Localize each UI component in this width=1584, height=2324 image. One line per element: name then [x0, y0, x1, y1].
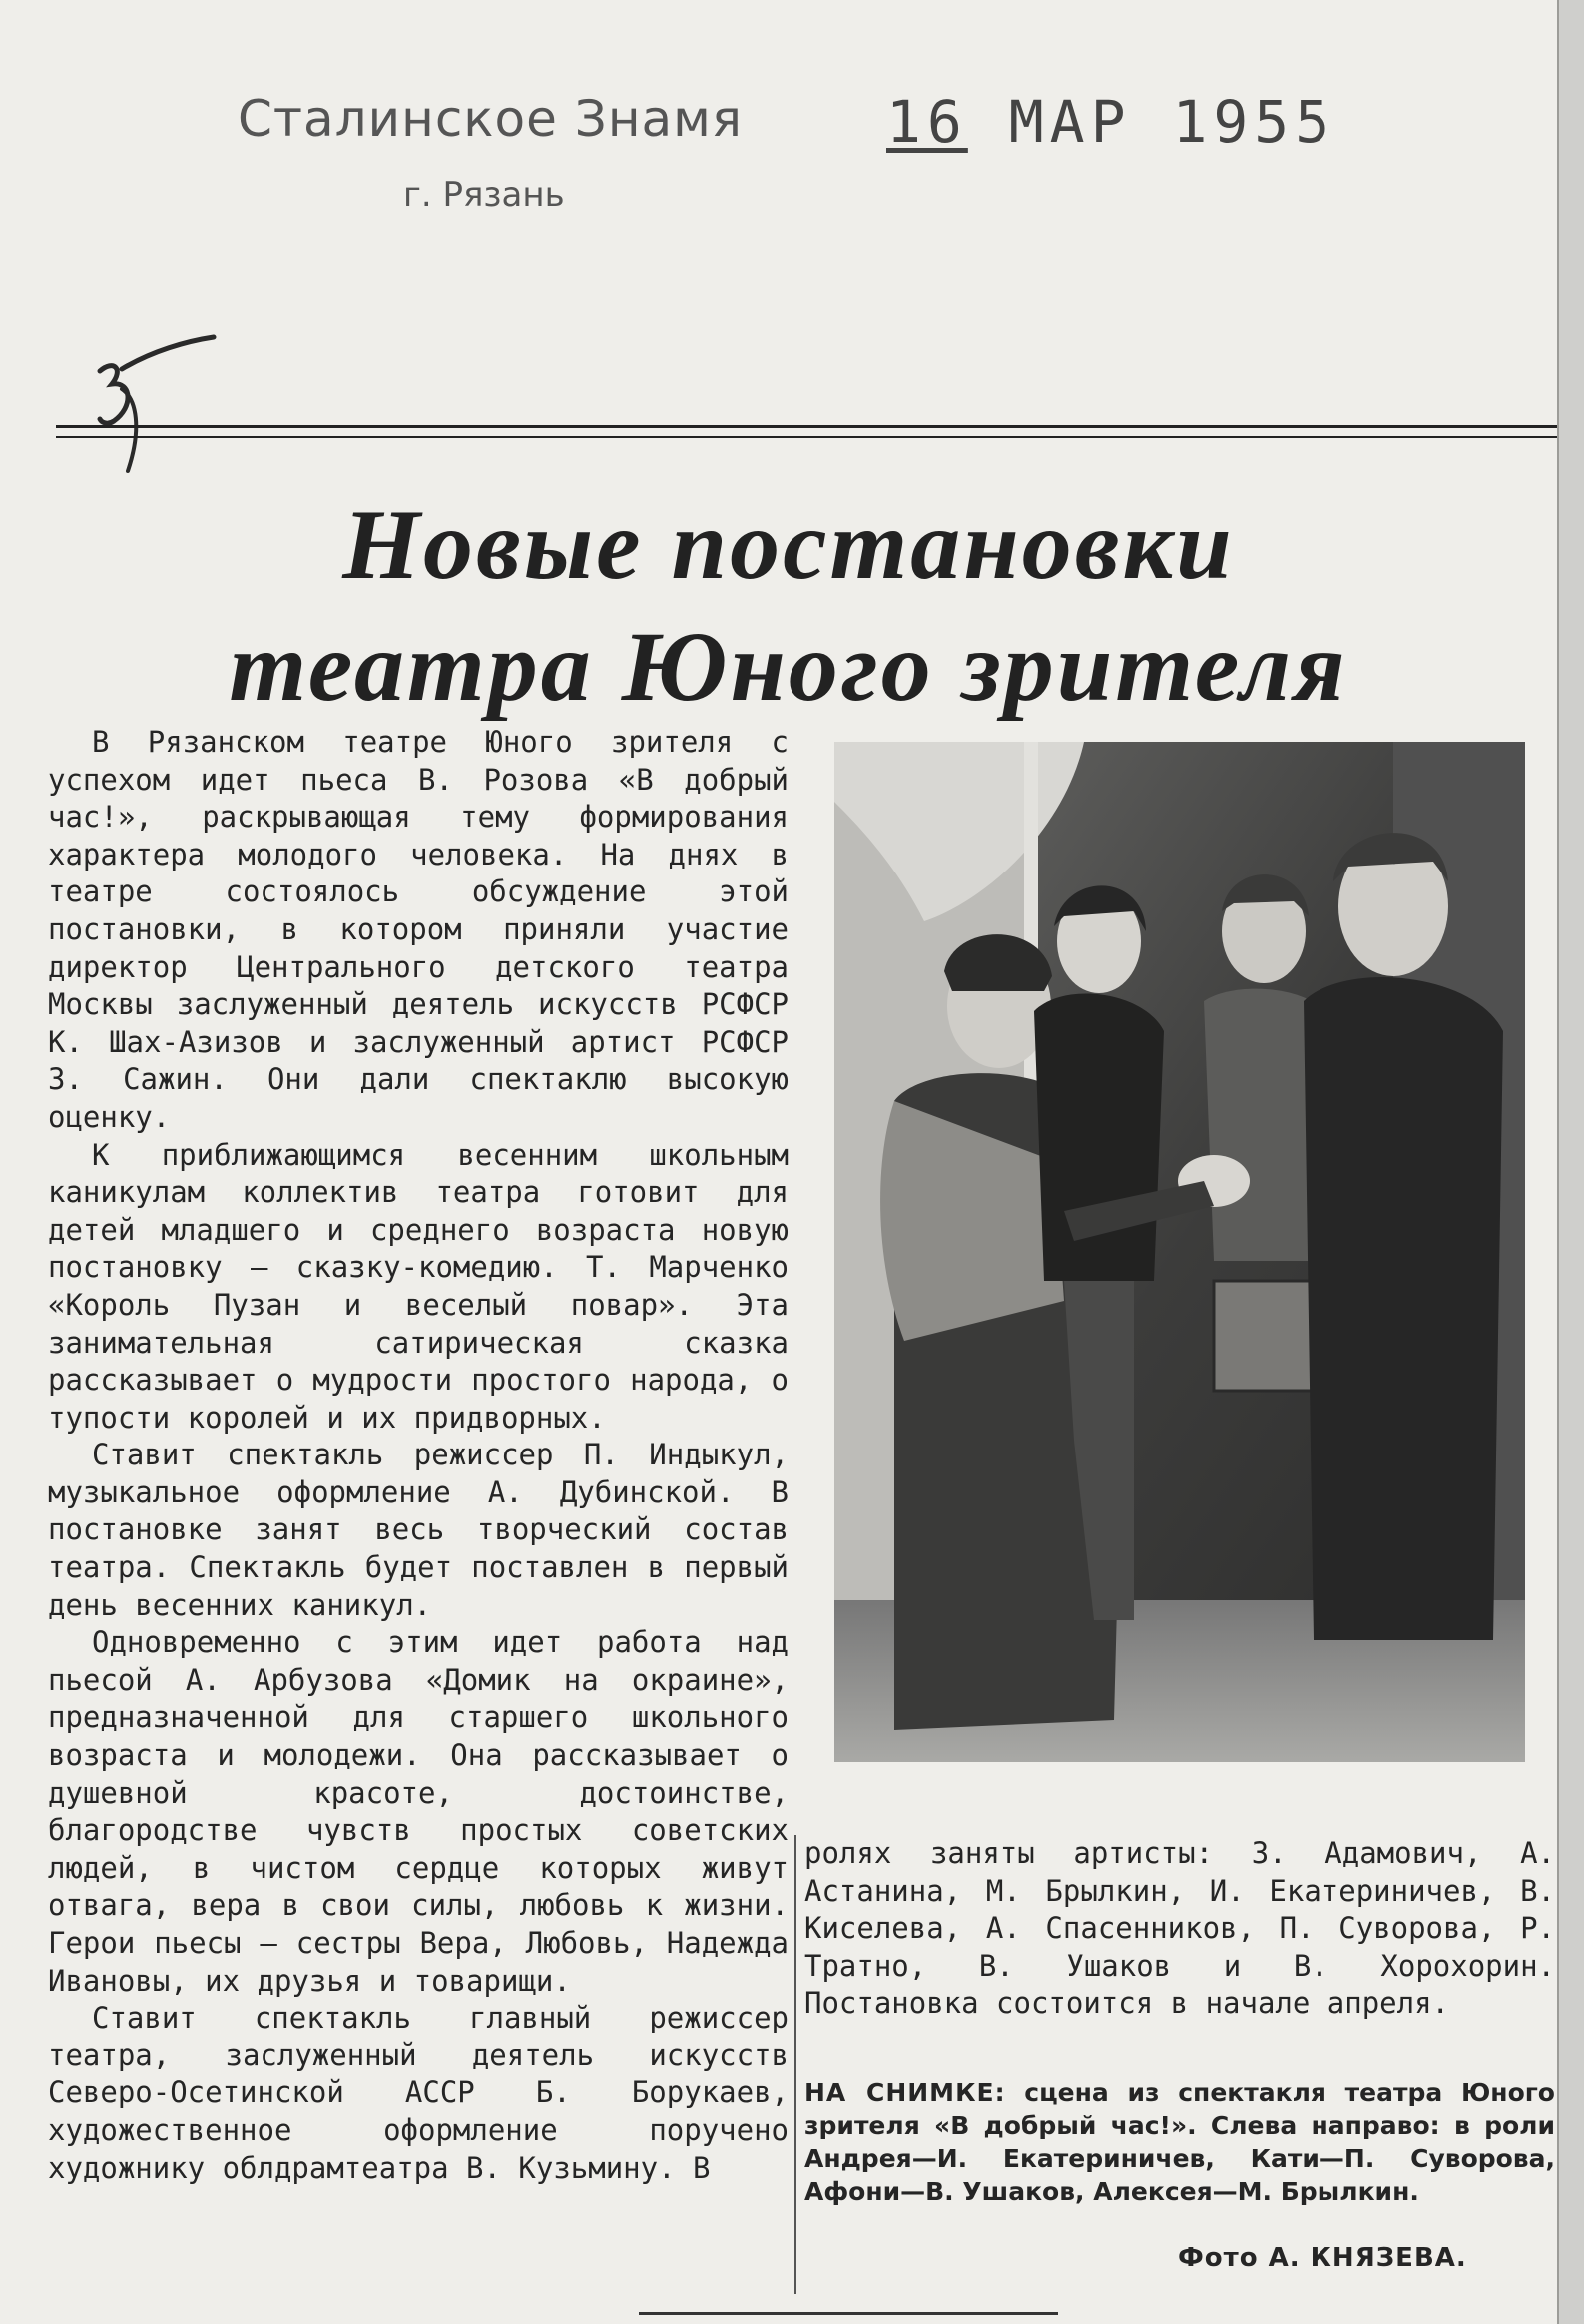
footer-rule	[639, 2312, 1058, 2315]
city-stamp: г. Рязань	[403, 175, 565, 215]
paragraph-4: Одновременно с этим идет работа над пьесой А. Арбузова «Домик на окраине», предназначенной для старшего школьного возраста и молодежи. Она рассказывает о душевной красоте, достоинстве, благородстве чувств простых советских людей, в чистом сердце которых живут отвага, вера в свои силы, любовь к жизни. Герои пьесы — сестры Вера, Любовь, Надежда Ивановы, их друзья и товарищи.	[48, 1625, 789, 1998]
paragraph-1: В Рязанском театре Юного зрителя с успехом идет пьеса В. Розова «В добрый час!», раскрывающая тему формирования характера молодого человека. На днях в театре состоялось обсуждение этой постановки, в котором приняли участие директор Центрального детского театра Москвы заслуженный деятель искусств РСФСР К. Шах-Азизов и заслуженный артист РСФСР З. Сажин. Они дали спектаклю высокую оценку.	[48, 725, 789, 1134]
newspaper-name-stamp: Сталинское Знамя	[238, 90, 743, 148]
article-body-right-column	[804, 1835, 1555, 2023]
column-divider	[794, 1835, 796, 2294]
headline-line-2: театра Юного зрителя	[229, 611, 1348, 722]
caption-text: сцена из спектакля театра Юного зрителя «В добрый час!». Слева направо: в роли Андрея—И. Екатериничев, Кати—П. Суворова, Афони—В. Ушаков, Алексея—М. Брылкин.	[804, 2078, 1555, 2206]
paragraph-2: К приближающимся весенним школьным каникулам коллектив театра готовит для детей младшего и среднего возраста новую постановку — сказку-комедию. Т. Марченко «Король Пузан и веселый повар». Эта занимательная сатирическая сказка рассказывает о мудрости простого народа, о тупости королей и их придворных.	[48, 1137, 789, 1435]
date-day: 16	[886, 88, 968, 156]
handwritten-page-number	[92, 329, 222, 479]
stage-photo	[834, 742, 1525, 1762]
scan-edge	[1557, 0, 1584, 2324]
article-body-left-column	[48, 724, 789, 2187]
header-rule	[56, 425, 1559, 438]
photo-credit: Фото А. КНЯЗЕВА.	[1178, 2243, 1467, 2273]
paragraph-3: Ставит спектакль режиссер П. Индыкул, музыкальное оформление А. Дубинской. В постановке занят весь творческий состав театра. Спектакль будет поставлен в первый день весенних каникул.	[48, 1438, 789, 1622]
article-headline	[80, 484, 1497, 728]
paragraph-5: Ставит спектакль главный режиссер театра, заслуженный деятель искусств Северо-Осетинской АССР Б. Борукаев, художественное оформление поручено художнику облдрамтеатра В. Кузьмину. В	[48, 2001, 789, 2185]
date-month-year: МАР 1955	[1008, 88, 1336, 156]
date-stamp	[886, 88, 1335, 156]
caption-lead: НА СНИМКЕ:	[804, 2078, 1006, 2107]
headline-line-1: Новые постановки	[342, 489, 1235, 600]
photo-caption	[804, 2076, 1555, 2208]
continuation-paragraph: ролях заняты артисты: З. Адамович, А. Астанина, М. Брылкин, И. Екатериничев, В. Киселева, А. Спасенников, П. Суворова, Р. Тратно, В. Ушаков и В. Хорохорин. Постановка состоится в начале апреля.	[804, 1836, 1555, 2021]
